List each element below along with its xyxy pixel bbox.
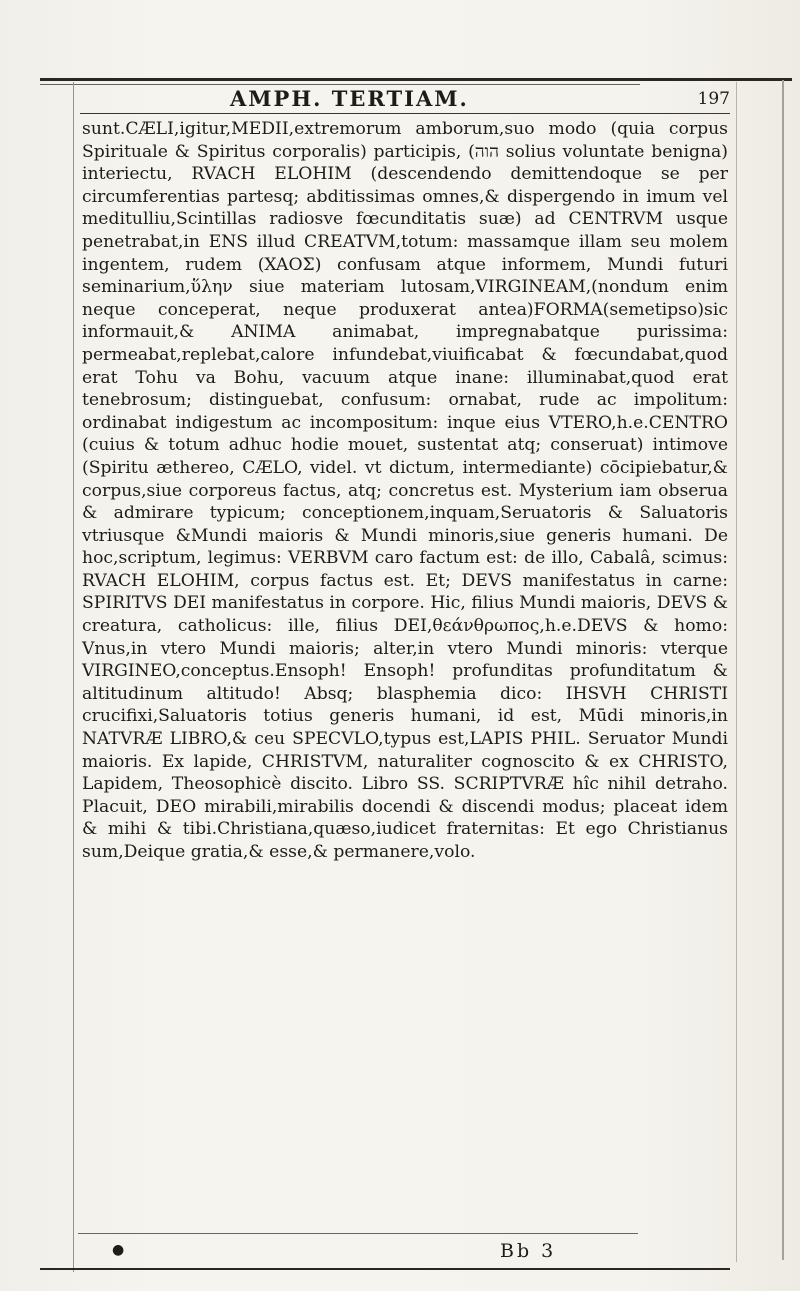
page-edge-line: [782, 80, 784, 1260]
page-header: [80, 86, 730, 116]
top-rule: [40, 78, 792, 81]
top-rule-thin: [40, 84, 640, 85]
page-number: 197: [697, 89, 730, 109]
footer-dot-icon: ●: [112, 1242, 125, 1258]
right-margin-line: [736, 82, 737, 1262]
left-margin-line: [73, 82, 74, 1272]
bottom-rule: [40, 1268, 730, 1270]
running-head: AMPH. TERTIAM.: [230, 86, 469, 111]
signature-mark: Bb 3: [500, 1240, 557, 1262]
text-end-rule: [78, 1233, 638, 1234]
body-text: [82, 118, 728, 864]
page-footer: [80, 1240, 730, 1266]
main-paragraph: sunt.CÆLI,igitur,MEDII,extremorum amborum,suo modo (quia corpus Spirituale & Spiritus corporalis) participis, (הוה solius voluntate benigna) interiectu, RVACH ELOHIM (descendendo demittendoque se per circumferentias partesq; abditissimas omnes,& dispergendo in imum vel meditulliu,Scintillas radiosve fœcunditatis suæ) ad CENTRVM usque penetrabat,in ENS illud CREATVM,totum: massamque illam seu molem ingentem, rudem (XAOΣ) confusam atque informem, Mundi futuri seminarium,ὕλην siue materiam lutosam,VIRGINEAM,(nondum enim neque conceperat, neque produxerat antea)FORMA(semetipso)sic informauit,& ANIMA animabat, impregnabatque purissima: permeabat,replebat,calore infundebat,viuificabat & fœcundabat,quod erat Tohu va Bohu, vacuum atque inane: illuminabat,quod erat tenebrosum; distinguebat, confusum: ornabat, rude ac impolitum: ordinabat indigestum ac incompositum: inque eius VTERO,h.e.CENTRO (cuius & totum adhuc hodie mouet, sustentat atq; conseruat) intimove (Spiritu æthereo, CÆLO, videl. vt dictum, intermediante) cōcipiebatur,& corpus,siue corporeus factus, atq; concretus est. Mysterium iam obserua & admirare typicum; conceptionem,inquam,Seruatoris & Saluatoris vtriusque &Mundi maioris & Mundi minoris,siue generis humani. De hoc,scriptum, legimus: VERBVM caro factum est: de illo, Cabalâ, scimus: RVACH ELOHIM, corpus factus est. Et; DEVS manifestatus in carne: SPIRITVS DEI manifestatus in corpore. Hic, filius Mundi maioris, DEVS & creatura, catholicus: ille, filius DEI,θεάνθρωπος,h.e.DEVS & homo: Vnus,in vtero Mundi maioris; alter,in vtero Mundi minoris: vterque VIRGINEO,conceptus.Ensoph! Ensoph! profunditas profunditatum & altitudinum altitudo! Absq; blasphemia dico: IHSVH CHRISTI crucifixi,Saluatoris totius generis humani, id est, Mūdi minoris,in NATVRÆ LIBRO,& ceu SPECVLO,typus est,LAPIS PHIL. Seruator Mundi maioris. Ex lapide, CHRISTVM, naturaliter cognoscito & ex CHRISTO, Lapidem, Theosophicè discito. Libro SS. SCRIPTVRÆ hîc nihil detraho. Placuit, DEO mirabili,mirabilis docendi & discendi modus; placeat idem & mihi & tibi.Christiana,quæso,iudicet fraternitas: Et ego Christianus sum,Deique gratia,& esse,& permanere,volo.: [82, 119, 728, 862]
header-rule: [80, 113, 730, 114]
